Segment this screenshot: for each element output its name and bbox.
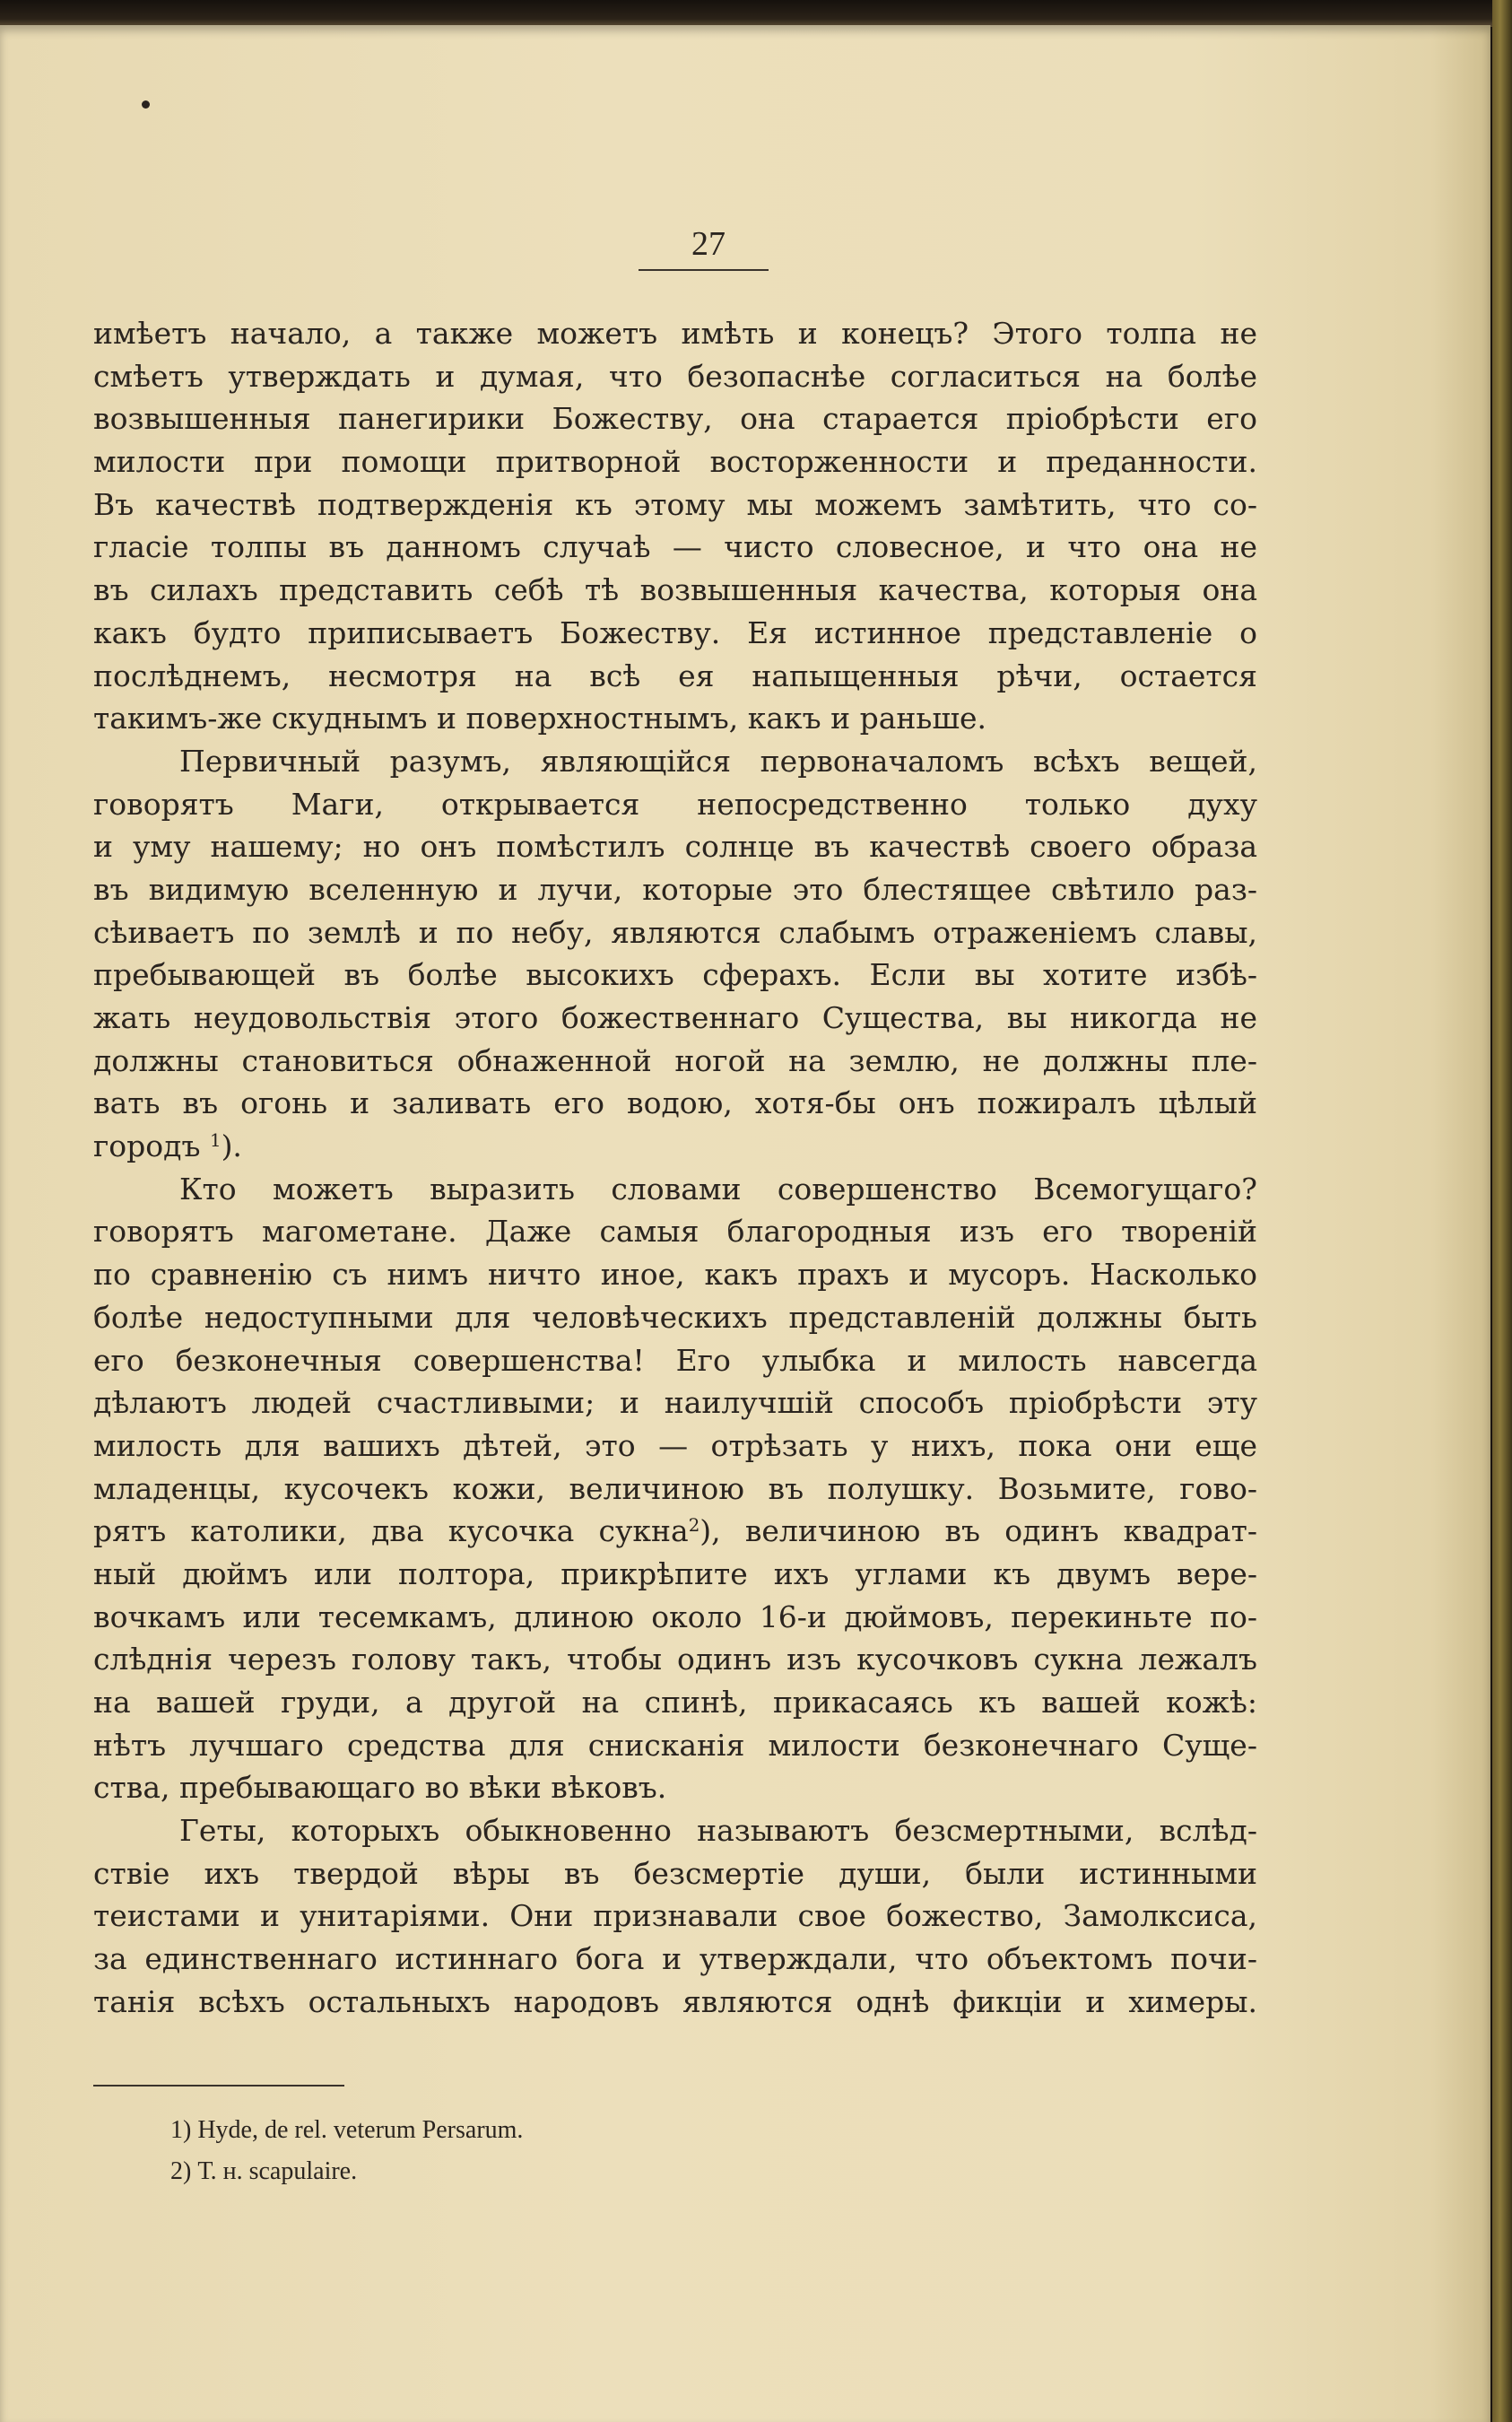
footnote-ref: 2 bbox=[688, 1515, 700, 1537]
text-line: ствіе ихъ твердой вѣры въ безсмертіе души, были истинными bbox=[93, 1855, 1257, 1891]
text-line: по сравненію съ нимъ ничто иное, какъ прахъ и мусоръ. Насколько bbox=[93, 1257, 1257, 1293]
text-line: въ видимую вселенную и лучи, которые это блестящее свѣтило раз- bbox=[93, 871, 1257, 907]
text-line bbox=[93, 1510, 1257, 1553]
text-line: милость для вашихъ дѣтей, это — отрѣзать у нихъ, пока они еще bbox=[93, 1427, 1257, 1463]
text-line bbox=[93, 1125, 1257, 1168]
text-line: танія всѣхъ остальныхъ народовъ являются однѣ фикціи и химеры. bbox=[93, 1983, 1257, 2019]
book-page bbox=[0, 25, 1490, 2422]
text-line: младенцы, кусочекъ кожи, величиною въ полушку. Возьмите, гово- bbox=[93, 1470, 1257, 1506]
text-line: говорятъ Маги, открывается непосредственно только духу bbox=[93, 786, 1257, 822]
text-fragment: рятъ католики, два кусочка сукна bbox=[93, 1513, 689, 1549]
text-line: какъ будто приписываетъ Божеству. Ея истинное представленіе о bbox=[93, 614, 1257, 650]
text-line: вочкамъ или тесемкамъ, длиною около 16-и дюймовъ, перекиньте по- bbox=[93, 1599, 1257, 1634]
footnotes bbox=[170, 2110, 523, 2192]
text-line: послѣднемъ, несмотря на всѣ ея напыщенныя рѣчи, остается bbox=[93, 658, 1257, 693]
scan-top-edge bbox=[0, 0, 1512, 27]
text-line: возвышенныя панегирики Божеству, она старается пріобрѣсти его bbox=[93, 401, 1257, 437]
text-line: за единственнаго истиннаго бога и утверждали, что объектомъ почи- bbox=[93, 1941, 1257, 1977]
text-fragment: ). bbox=[221, 1128, 242, 1164]
text-line: сѣиваетъ по землѣ и по небу, являются слабымъ отраженіемъ славы, bbox=[93, 914, 1257, 950]
text-line: пребывающей въ болѣе высокихъ сферахъ. Если вы хотите избѣ- bbox=[93, 957, 1257, 993]
footnote-ref: 1 bbox=[209, 1130, 222, 1152]
text-line: гласіе толпы въ данномъ случаѣ — чисто словесное, и что она не bbox=[93, 529, 1257, 565]
text-fragment: городъ bbox=[93, 1128, 210, 1164]
text-line: ный дюймъ или полтора, прикрѣпите ихъ углами къ двумъ вере- bbox=[93, 1555, 1257, 1591]
ink-dot bbox=[142, 100, 150, 109]
text-line: Въ качествѣ подтвержденія къ этому мы можемъ замѣтить, что со- bbox=[93, 486, 1257, 522]
text-line: ства, пребывающаго во вѣки вѣковъ. bbox=[93, 1770, 667, 1806]
body-text bbox=[93, 312, 1257, 2024]
text-line: дѣлаютъ людей счастливыми; и наилучшій способъ пріобрѣсти эту bbox=[93, 1385, 1257, 1421]
text-line: вать въ огонь и заливать его водою, хотя-бы онъ пожиралъ цѣлый bbox=[93, 1085, 1257, 1121]
book-spine-edge bbox=[1492, 0, 1512, 2422]
footnote-1: 1) Hyde, de rel. veterum Persarum. bbox=[170, 2116, 524, 2144]
text-line: Кто можетъ выразить словами совершенство Всемогущаго? bbox=[179, 1171, 1257, 1207]
text-fragment: ), величиною въ одинъ квадрат- bbox=[700, 1513, 1257, 1549]
text-line: и уму нашему; но онъ помѣстилъ солнце въ качествѣ своего образа bbox=[93, 829, 1257, 865]
page-number: 27 bbox=[691, 225, 726, 263]
text-line: должны становиться обнаженной ногой на землю, не должны пле- bbox=[93, 1042, 1257, 1078]
text-line: слѣднія черезъ голову такъ, чтобы одинъ изъ кусочковъ сукна лежалъ bbox=[93, 1642, 1257, 1677]
text-line: милости при помощи притворной восторженности и преданности. bbox=[93, 444, 1257, 480]
footnote-rule bbox=[93, 2085, 344, 2087]
text-line: нѣтъ лучшаго средства для снисканія милости безконечнаго Суще- bbox=[93, 1727, 1257, 1763]
text-line: болѣе недоступными для человѣческихъ представленій должны быть bbox=[93, 1299, 1257, 1335]
text-line: въ силахъ представить себѣ тѣ возвышенныя качества, которыя она bbox=[93, 572, 1257, 608]
text-line: смѣетъ утверждать и думая, что безопаснѣе согласиться на болѣе bbox=[93, 358, 1257, 394]
text-line: его безконечныя совершенства! Его улыбка и милость навсегда bbox=[93, 1342, 1257, 1378]
text-line: жать неудовольствія этого божественнаго Существа, вы никогда не bbox=[93, 1000, 1257, 1035]
footnote-2: 2) Т. н. scapulaire. bbox=[170, 2157, 358, 2185]
text-line: Первичный разумъ, являющійся первоначаломъ всѣхъ вещей, bbox=[179, 743, 1257, 779]
text-line: Геты, которыхъ обыкновенно называютъ безсмертными, вслѣд- bbox=[179, 1813, 1257, 1849]
page-number-rule bbox=[639, 269, 769, 271]
text-line: на вашей груди, а другой на спинѣ, прикасаясь къ вашей кожѣ: bbox=[93, 1685, 1257, 1720]
text-line: такимъ-же скуднымъ и поверхностнымъ, какъ и раньше. bbox=[93, 701, 987, 736]
text-line: имѣетъ начало, а также можетъ имѣть и конецъ? Этого толпа не bbox=[93, 316, 1257, 351]
text-line: теистами и унитаріями. Они признавали свое божество, Замолксиса, bbox=[93, 1898, 1257, 1934]
text-line: говорятъ магометане. Даже самыя благородныя изъ его твореній bbox=[93, 1214, 1257, 1250]
